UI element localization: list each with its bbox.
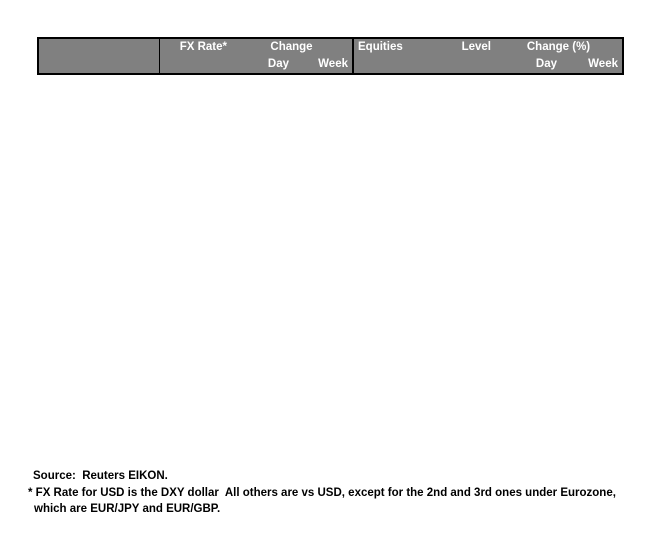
equities-subheader-blank-cell [353, 56, 441, 74]
fx-subheader-blank-cell [38, 56, 159, 74]
fx-day-header: Day [231, 56, 293, 74]
fx-rate-header: FX Rate* [159, 38, 231, 56]
footnote-line-2: which are EUR/JPY and EUR/GBP. [34, 503, 221, 515]
header-row-2 [38, 56, 623, 74]
market-summary-table [37, 37, 624, 75]
table-header [38, 38, 623, 74]
equities-level-header: Level [441, 38, 495, 56]
equities-day-header: Day [495, 56, 561, 74]
source-note: Source: Reuters EIKON. [33, 470, 168, 482]
equities-change-header: Change (%) [495, 38, 623, 56]
equities-subheader-blank-cell [441, 56, 495, 74]
header-row-1 [38, 38, 623, 56]
fx-week-header: Week [293, 56, 353, 74]
fx-subheader-blank-cell [159, 56, 231, 74]
fx-change-header: Change [231, 38, 353, 56]
equities-week-header: Week [561, 56, 623, 74]
fx-header-blank-cell [38, 38, 159, 56]
equities-header: Equities [353, 38, 441, 56]
footnote-line-1: * FX Rate for USD is the DXY dollar All others are vs USD, except for the 2nd and 3rd ones under Eurozone, [28, 487, 616, 499]
